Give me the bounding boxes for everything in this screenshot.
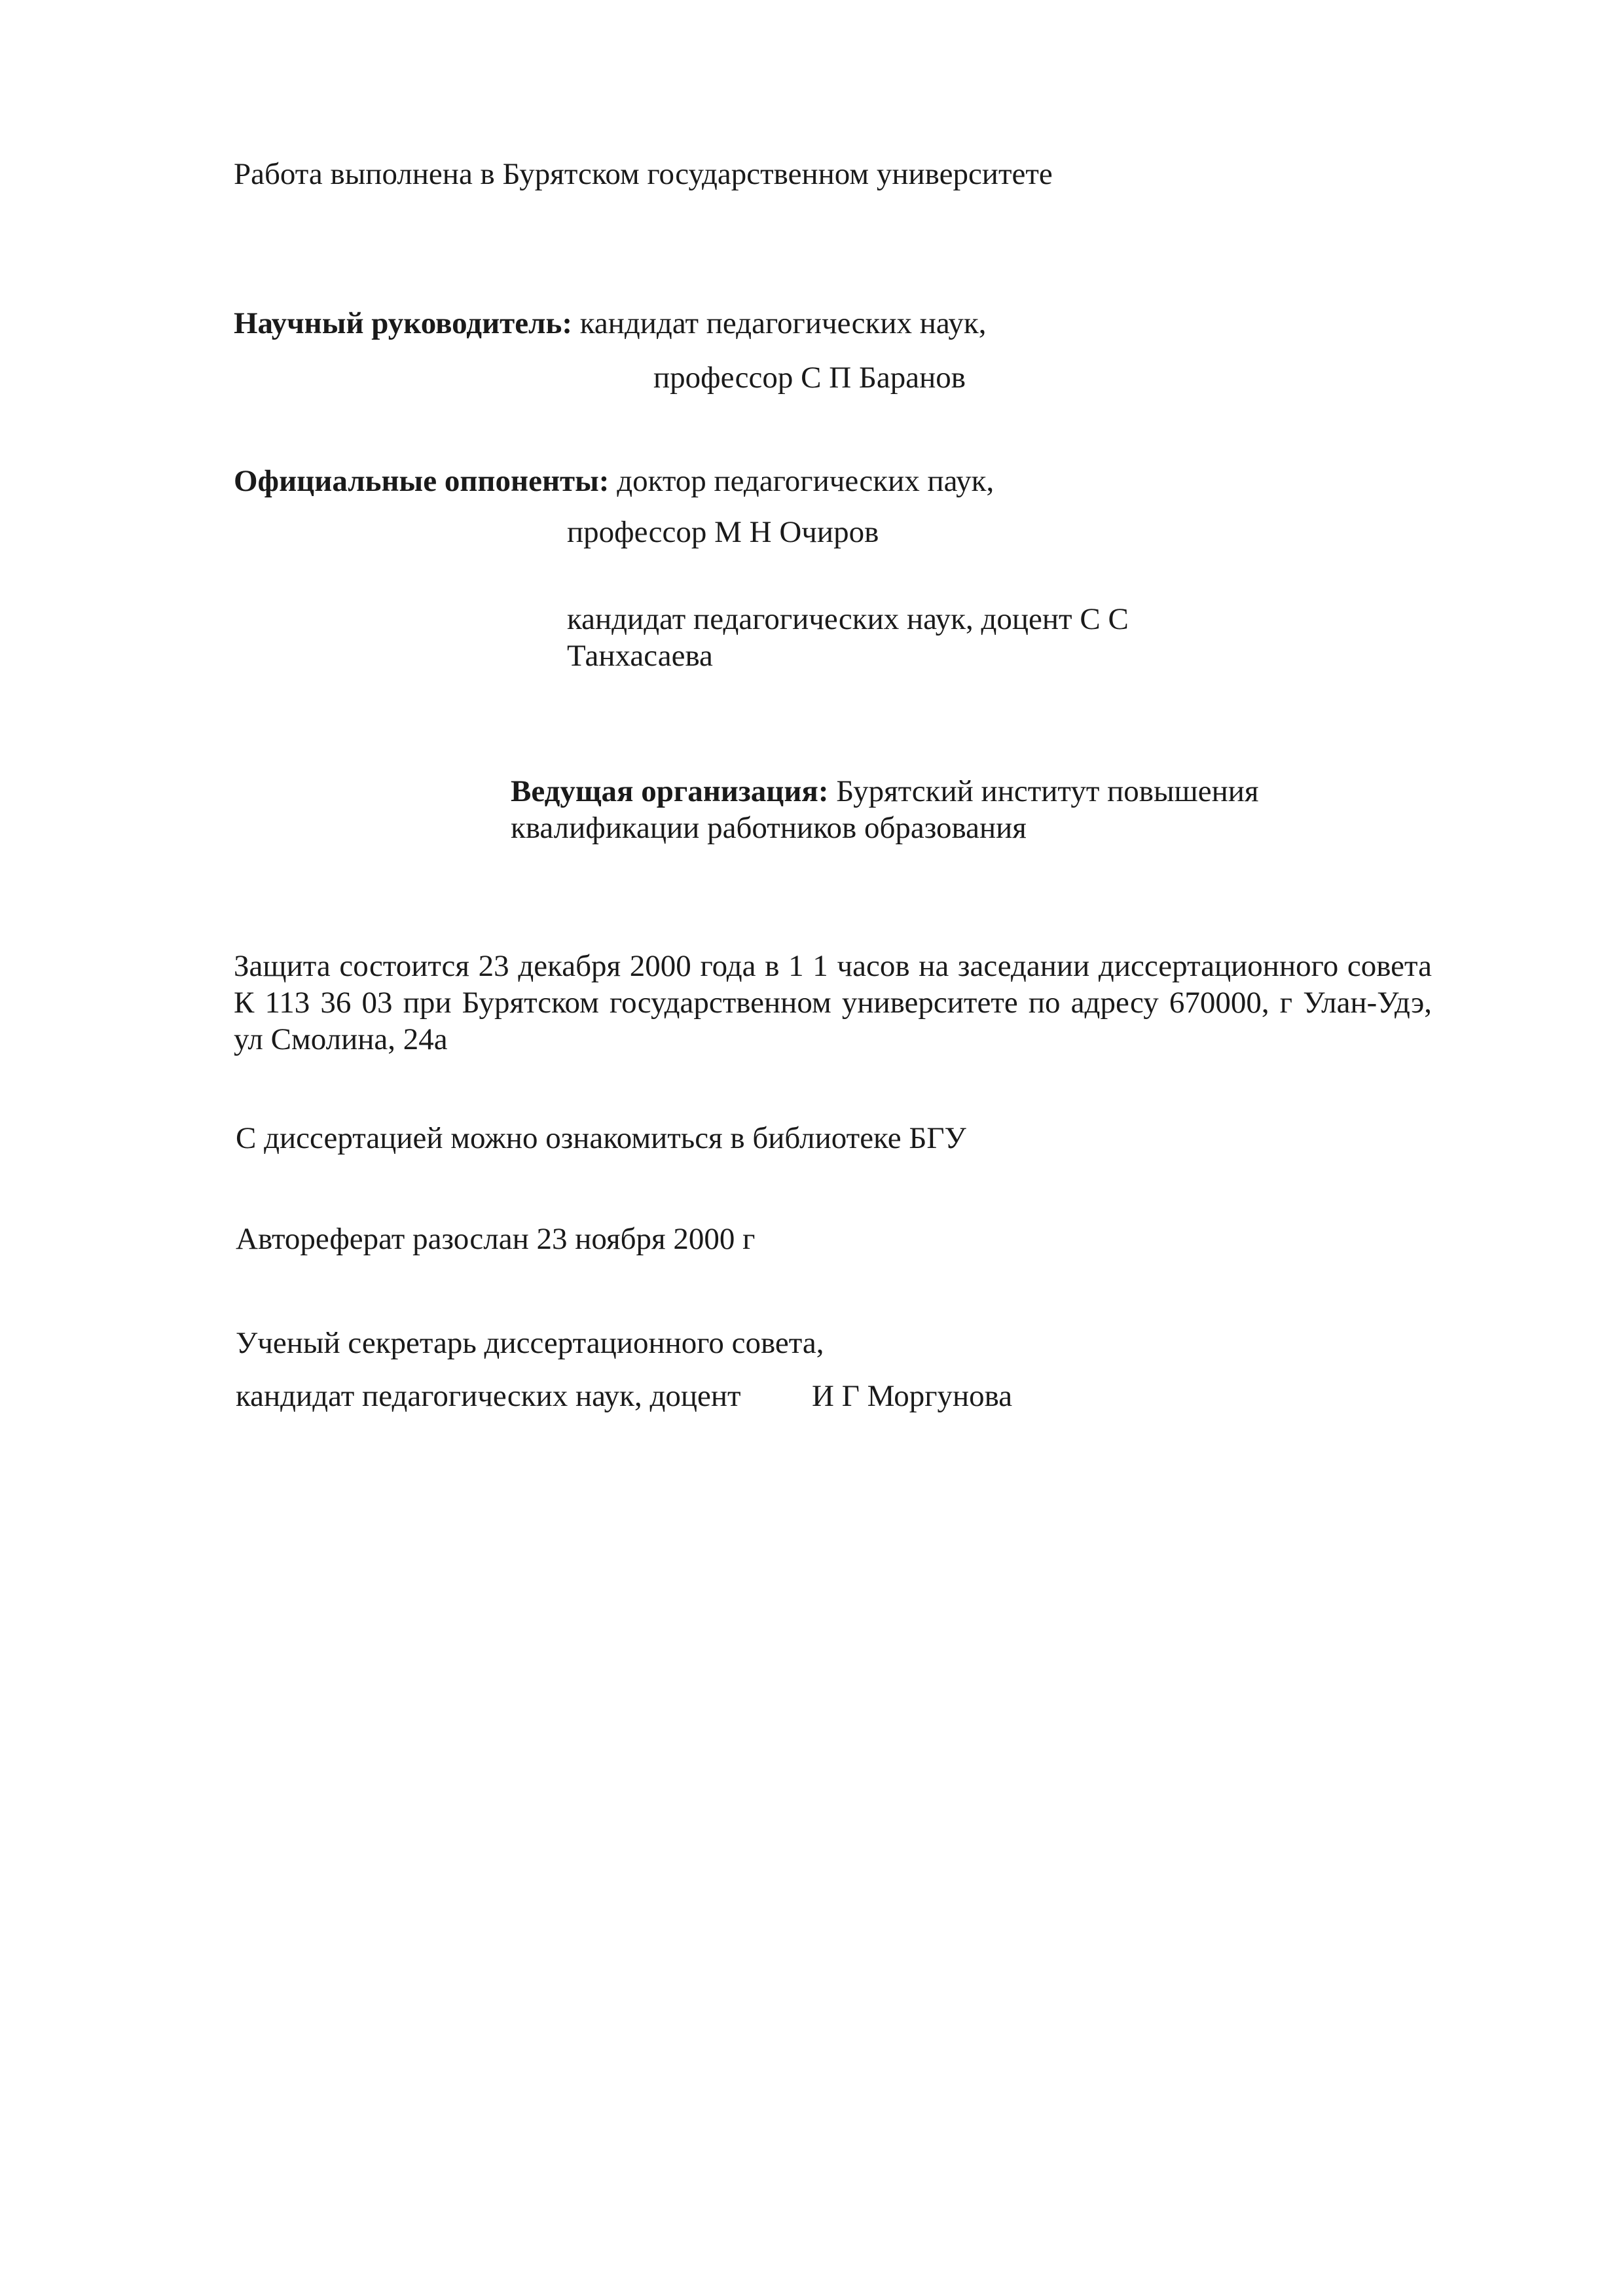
library-note: С диссертацией можно ознакомиться в библиотеке БГУ <box>236 1121 966 1155</box>
secretary-name: И Г Моргунова <box>812 1379 1013 1413</box>
supervisor-degree: кандидат педагогических наук, <box>579 306 987 340</box>
opponent-2-degree: кандидат педагогических наук, доцент С С <box>567 602 1129 636</box>
leading-org-line <box>511 773 1259 810</box>
supervisor-label: Научный руководитель: <box>234 306 572 340</box>
supervisor-line <box>234 305 986 342</box>
leading-org-label: Ведущая организация: <box>511 774 829 808</box>
supervisor-name: профессор С П Баранов <box>653 361 966 395</box>
leading-org-name-1: Бурятский институт повышения <box>836 774 1259 808</box>
opponents-line <box>234 463 994 499</box>
secretary-degree: кандидат педагогических наук, доцент <box>236 1379 741 1413</box>
opponents-label: Официальные оппоненты: <box>234 464 610 498</box>
leading-org-name-2: квалификации работников образования <box>511 811 1027 845</box>
opponent-2-name: Танхасаева <box>567 639 713 673</box>
defense-announcement: Защита состоится 23 декабря 2000 года в 1 1 часов на заседании диссертационного совета К 113 36 03 при Бурятском государственном университете по адресу 670000, г Улан-Удэ, ул Смолина, 24а <box>234 949 1432 1056</box>
opponent-1-name: профессор М Н Очиров <box>567 515 879 549</box>
institution-statement: Работа выполнена в Бурятском государственном университете <box>234 157 1053 191</box>
mailing-date: Автореферат разослан 23 ноября 2000 г <box>236 1222 756 1256</box>
opponent-1-degree: доктор педагогических паук, <box>617 464 994 498</box>
secretary-title: Ученый секретарь диссертационного совета, <box>236 1326 824 1360</box>
